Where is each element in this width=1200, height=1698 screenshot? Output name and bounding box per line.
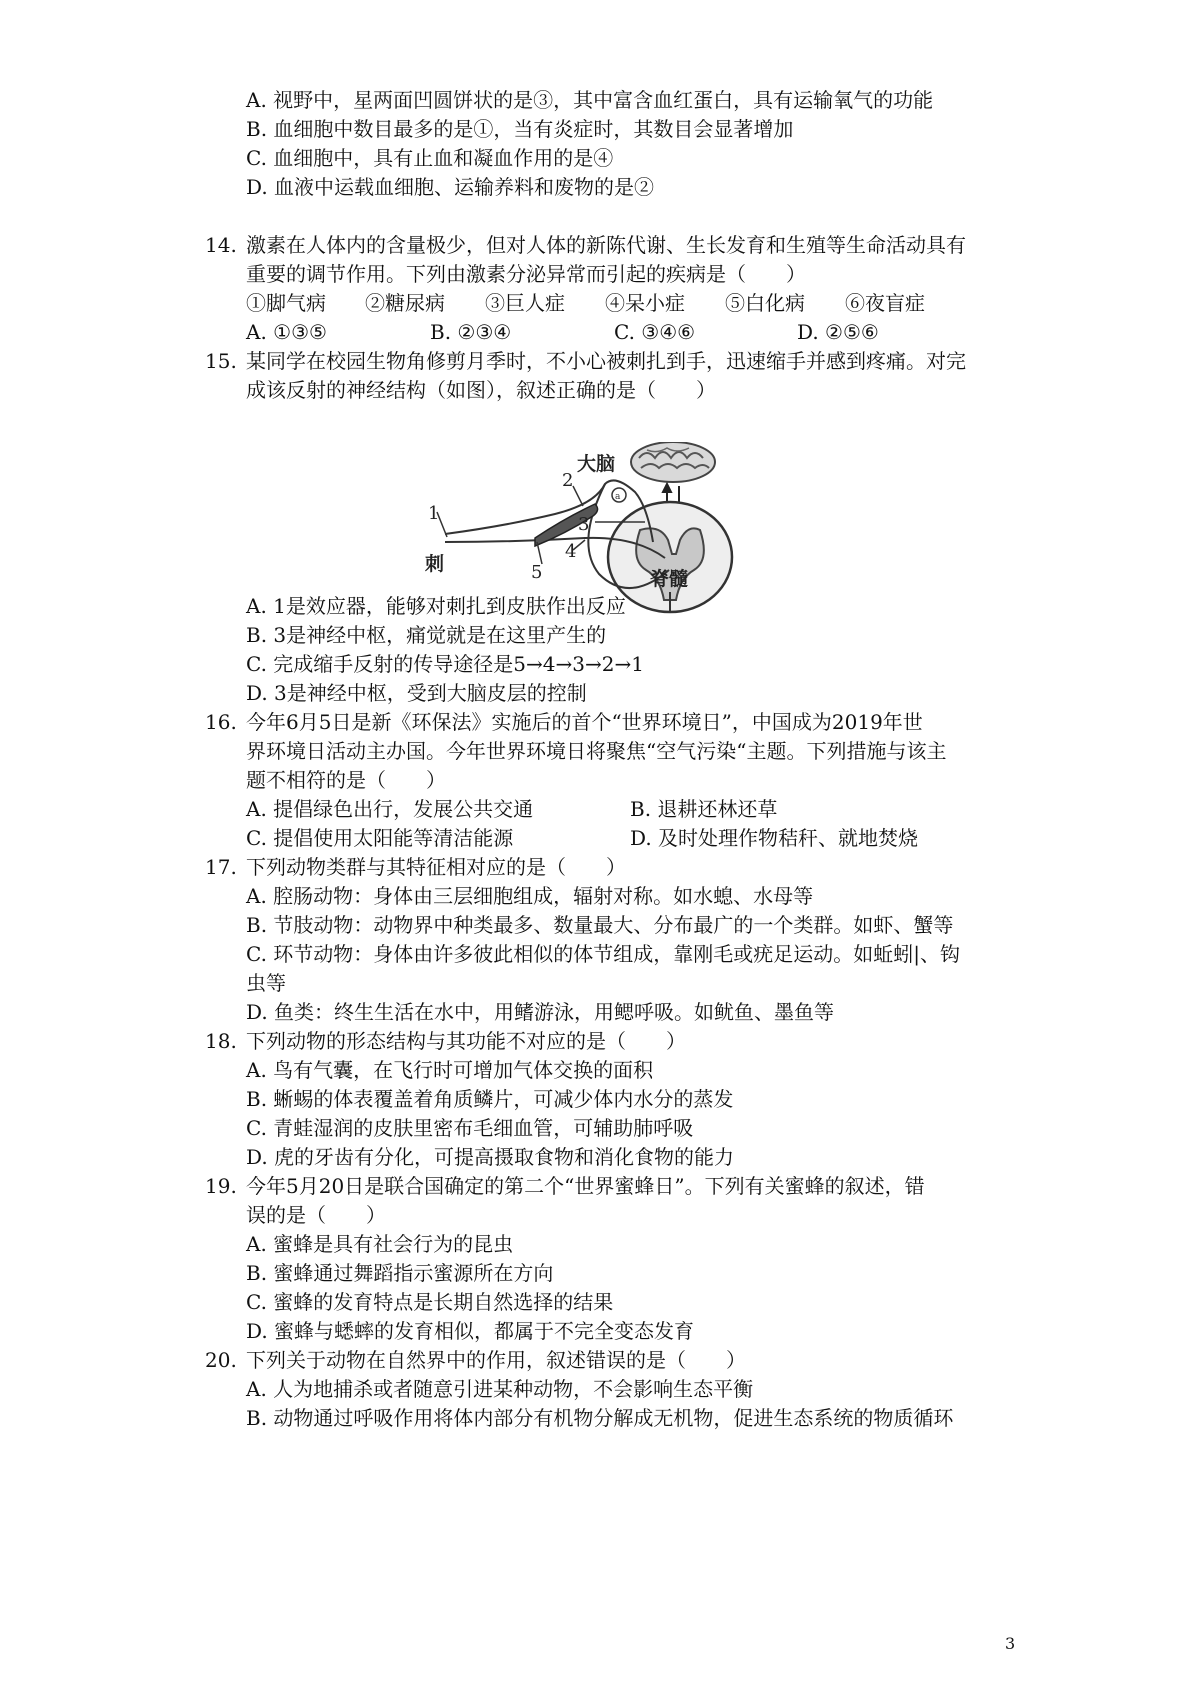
q17-stem: 下列动物类群与其特征相对应的是（ ） <box>246 855 626 879</box>
q14-option-a: A. ①③⑤ <box>246 320 327 344</box>
q14-item: ③巨人症 <box>485 291 565 315</box>
q19-option-a: A. 蜜蜂是具有社会行为的昆虫 <box>246 1232 514 1256</box>
q14-stem-line-2: 重要的调节作用。下列由激素分泌异常而引起的疾病是（ ） <box>246 262 806 286</box>
q14-option-b: B. ②③④ <box>430 320 512 344</box>
q16-stem-line-3: 题不相符的是（ ） <box>246 768 446 792</box>
label-1: 1 <box>428 503 440 524</box>
q13-option-b: B. 血细胞中数目最多的是①，当有炎症时，其数目会显著增加 <box>246 117 794 141</box>
q15-option-c: C. 完成缩手反射的传导途径是5→4→3→2→1 <box>246 652 644 676</box>
q17-option-c-continued: 虫等 <box>246 971 286 995</box>
q15-stem-line-2: 成该反射的神经结构（如图），叙述正确的是（ ） <box>246 378 716 402</box>
q14-option-d: D. ②⑤⑥ <box>797 320 879 344</box>
q14-item: ①脚气病 <box>246 291 326 315</box>
q20-option-b: B. 动物通过呼吸作用将体内部分有机物分解成无机物，促进生态系统的物质循环 <box>246 1406 954 1430</box>
q19-stem-line-2: 误的是（ ） <box>246 1203 386 1227</box>
q17-option-c: C. 环节动物：身体由许多彼此相似的体节组成，靠刚毛或疣足运动。如蚯蚓|、钩 <box>246 942 961 966</box>
q18-option-a: A. 鸟有气囊，在飞行时可增加气体交换的面积 <box>246 1058 654 1082</box>
q15-option-a: A. 1是效应器，能够对刺扎到皮肤作出反应 <box>246 594 626 618</box>
q20-number: 20. <box>205 1348 237 1372</box>
q19-option-b: B. 蜜蜂通过舞蹈指示蜜源所在方向 <box>246 1261 554 1285</box>
q14-number: 14. <box>205 233 237 257</box>
q13-option-d: D. 血液中运载血细胞、运输养料和废物的是② <box>246 175 655 199</box>
label-spinal-cord: 脊髓 <box>650 568 689 590</box>
q15-number: 15. <box>205 349 237 373</box>
q19-stem-line-1: 今年5月20日是联合国确定的第二个“世界蜜蜂日”。下列有关蜜蜂的叙述，错 <box>246 1174 925 1198</box>
q18-stem: 下列动物的形态结构与其功能不对应的是（ ） <box>246 1029 686 1053</box>
q16-option-a: A. 提倡绿色出行，发展公共交通 <box>246 797 534 821</box>
q19-number: 19. <box>205 1174 237 1198</box>
q14-stem-line-1: 激素在人体内的含量极少，但对人体的新陈代谢、生长发育和生殖等生命活动具有 <box>246 233 966 257</box>
q14-option-c: C. ③④⑥ <box>614 320 696 344</box>
q17-number: 17. <box>205 855 237 879</box>
q18-option-c: C. 青蛙湿润的皮肤里密布毛细血管，可辅助肺呼吸 <box>246 1116 694 1140</box>
q16-number: 16. <box>205 710 237 734</box>
q20-option-a: A. 人为地捕杀或者随意引进某种动物，不会影响生态平衡 <box>246 1377 754 1401</box>
q15-stem-line-1: 某同学在校园生物角修剪月季时，不小心被刺扎到手，迅速缩手并感到疼痛。对完 <box>246 349 966 373</box>
q14-item: ⑥夜盲症 <box>845 291 925 315</box>
q17-option-d: D. 鱼类：终生生活在水中，用鳍游泳，用鳃呼吸。如鱿鱼、墨鱼等 <box>246 1000 835 1024</box>
label-brain: 大脑 <box>577 453 616 475</box>
q13-option-c: C. 血细胞中，具有止血和凝血作用的是④ <box>246 146 614 170</box>
label-5: 5 <box>531 562 543 583</box>
brain-drawing <box>631 442 715 482</box>
q15-option-d: D. 3是神经中枢，受到大脑皮层的控制 <box>246 681 587 705</box>
spinal-cord-drawing <box>608 502 732 612</box>
q19-option-d: D. 蜜蜂与蟋蟀的发育相似，都属于不完全变态发育 <box>246 1319 695 1343</box>
label-3: 3 <box>578 514 590 535</box>
q16-option-d: D. 及时处理作物秸秆、就地焚烧 <box>630 826 919 850</box>
q18-option-d: D. 虎的牙齿有分化，可提高摄取食物和消化食物的能力 <box>246 1145 735 1169</box>
label-2: 2 <box>562 470 574 491</box>
label-thorn: 刺 <box>425 553 445 575</box>
q14-item: ④呆小症 <box>605 291 685 315</box>
q14-item: ②糖尿病 <box>365 291 445 315</box>
q20-stem: 下列关于动物在自然界中的作用，叙述错误的是（ ） <box>246 1348 746 1372</box>
q13-option-a: A. 视野中，星两面凹圆饼状的是③，其中富含血红蛋白，具有运输氧气的功能 <box>246 88 934 112</box>
q18-number: 18. <box>205 1029 237 1053</box>
q16-stem-line-2: 界环境日活动主办国。今年世界环境日将聚焦“空气污染“主题。下列措施与该主 <box>246 739 947 763</box>
q16-option-c: C. 提倡使用太阳能等清洁能源 <box>246 826 514 850</box>
label-circle-a: a <box>615 492 621 502</box>
q14-item: ⑤白化病 <box>725 291 805 315</box>
q17-option-a: A. 腔肠动物：身体由三层细胞组成，辐射对称。如水螅、水母等 <box>246 884 814 908</box>
page-number: 3 <box>1005 1634 1016 1653</box>
label-4: 4 <box>565 541 577 562</box>
q18-option-b: B. 蜥蜴的体表覆盖着角质鳞片，可减少体内水分的蒸发 <box>246 1087 734 1111</box>
q17-option-b: B. 节肢动物：动物界中种类最多、数量最大、分布最广的一个类群。如虾、蟹等 <box>246 913 954 937</box>
q16-stem-line-1: 今年6月5日是新《环保法》实施后的首个“世界环境日”，中国成为2019年世 <box>246 710 923 734</box>
q19-option-c: C. 蜜蜂的发育特点是长期自然选择的结果 <box>246 1290 614 1314</box>
q15-option-b: B. 3是神经中枢，痛觉就是在这里产生的 <box>246 623 607 647</box>
q16-option-b: B. 退耕还林还草 <box>630 797 778 821</box>
